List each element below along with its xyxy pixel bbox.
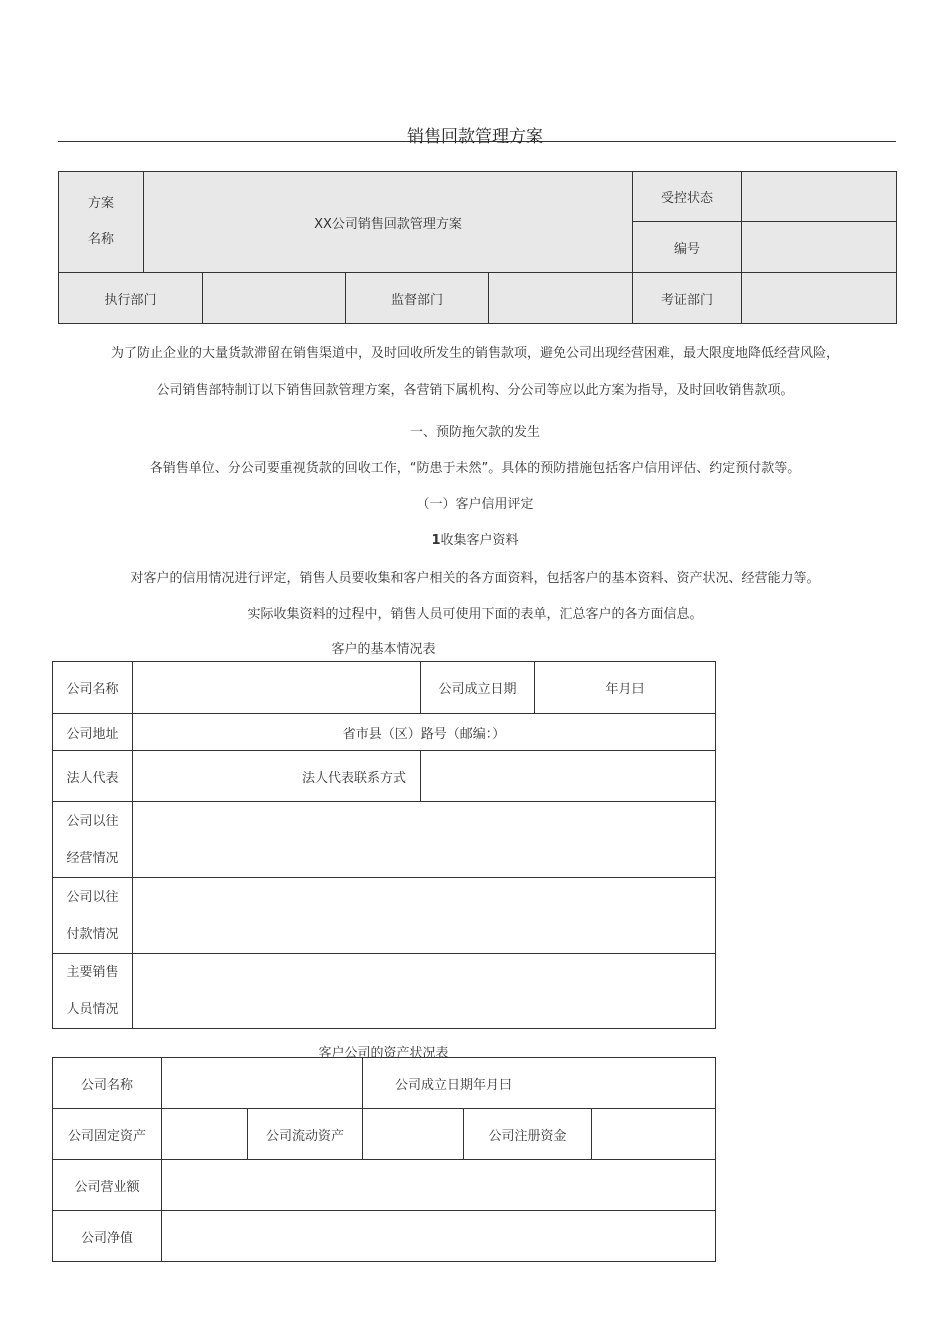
table2-caption: 客户公司的资产状况表 [318,1046,449,1061]
revenue-value [162,1160,716,1211]
number-value [742,222,897,273]
registered-capital-label: 公司注册资金 [464,1109,592,1160]
fixed-assets-value [162,1109,248,1160]
intro-line-2: 公司销售部特制订以下销售回款管理方案，各营销下属机构、分公司等应以此方案为指导，及时回收销售款项。 [156,383,794,398]
title-divider [58,141,896,142]
basic-info-table [52,661,716,1029]
net-value-label: 公司净值 [53,1211,162,1262]
intro-line-1: 为了防止企业的大量货款滞留在销售渠道中，及时回收所发生的销售款项，避免公司出现经营困难，最大限度地降低经营风险， [110,346,839,361]
company-name-value [133,662,421,714]
control-status-value [742,172,897,222]
past-payment-value [133,878,716,954]
exec-dept-label: 执行部门 [59,273,203,324]
plan-name-label: 方案 名称 [59,172,144,273]
exec-dept-value [203,273,346,324]
section-heading: 一、预防拖欠款的发生 [409,425,540,440]
address-label: 公司地址 [53,714,133,751]
verify-dept-value [742,273,897,324]
supervise-dept-label: 监督部门 [346,273,489,324]
current-assets-value [363,1109,464,1160]
sales-staff-label: 主要销售 人员情况 [53,954,133,1029]
table1-caption: 客户的基本情况表 [331,642,436,657]
item-title: 收集客户资料 [440,533,519,548]
legal-rep-contact-label: 法人代表联系方式 [133,751,421,802]
document-title: 销售回款管理方案 [407,127,543,147]
verify-dept-label: 考证部门 [633,273,742,324]
past-operations-value [133,802,716,878]
sales-staff-value [133,954,716,1029]
asset-found-date-label: 公司成立日期年月曰 [363,1058,716,1109]
section-text: 各销售单位、分公司要重视货款的回收工作，“防患于未然”。具体的预防措施包括客户信用评估、约定预付款等。 [149,461,801,476]
registered-capital-value [592,1109,716,1160]
supervise-dept-value [489,273,633,324]
section-text-2: 对客户的信用情况进行评定，销售人员要收集和客户相关的各方面资料，包括客户的基本资料、资产状况、经营能力等。 [130,571,820,586]
control-status-label: 受控状态 [633,172,742,222]
revenue-label: 公司营业额 [53,1160,162,1211]
fixed-assets-label: 公司固定资产 [53,1109,162,1160]
address-value: 省市县（区）路号（邮编：） [133,714,716,751]
legal-rep-contact-value [421,751,716,802]
asset-status-table [52,1057,716,1262]
asset-company-name-value [162,1058,363,1109]
sub-heading: （一）客户信用评定 [416,497,534,512]
number-label: 编号 [633,222,742,273]
found-date-label: 公司成立日期 [421,662,535,714]
found-date-value: 年月曰 [535,662,716,714]
section-text-3: 实际收集资料的过程中，销售人员可使用下面的表单，汇总客户的各方面信息。 [247,607,703,622]
past-payment-label: 公司以往 付款情况 [53,878,133,954]
plan-name-value: XX公司销售回款管理方案 [144,172,633,273]
current-assets-label: 公司流动资产 [248,1109,363,1160]
item-number: 1 [431,533,441,548]
legal-rep-label: 法人代表 [53,751,133,802]
net-value-value [162,1211,716,1262]
plan-header-table [58,171,897,324]
item-heading [0,529,950,548]
company-name-label: 公司名称 [53,662,133,714]
past-operations-label: 公司以往 经营情况 [53,802,133,878]
asset-company-name-label: 公司名称 [53,1058,162,1109]
